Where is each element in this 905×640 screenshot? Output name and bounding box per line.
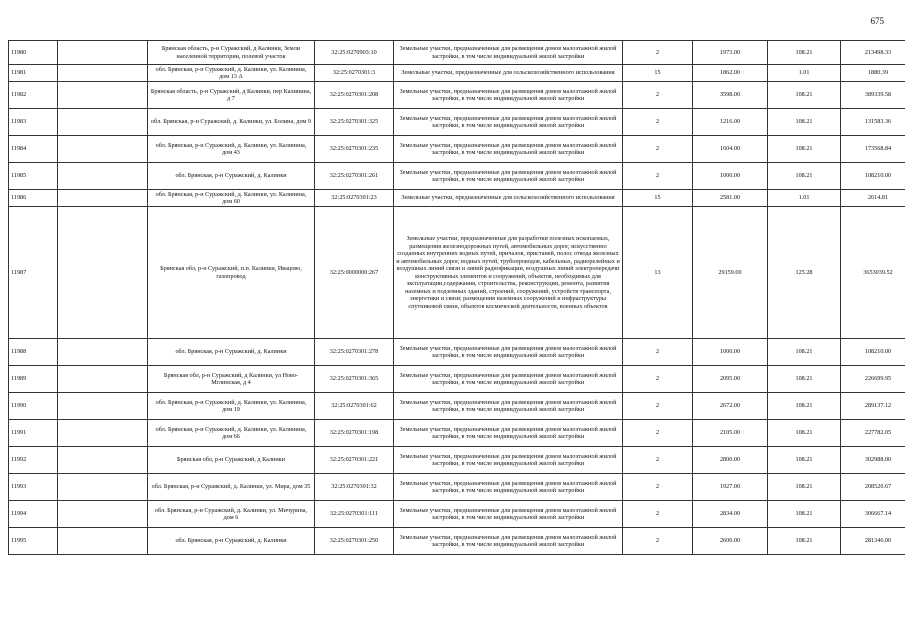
land-use-cell: Земельные участки, предназначенные для размещения домов малоэтажной жилой застройки, в том числе индивидуальной жилой застройки — [394, 393, 623, 420]
area-cell: 2672.00 — [693, 393, 768, 420]
cadastral-value-cell: 3653039.52 — [841, 207, 905, 339]
row-number: 11980 — [9, 41, 58, 65]
cadastral-value-cell: 108210.00 — [841, 163, 905, 190]
area-cell: 2581.00 — [693, 190, 768, 207]
row-number: 11986 — [9, 190, 58, 207]
gap-cell — [58, 528, 148, 555]
cadastral-value-cell: 208520.67 — [841, 474, 905, 501]
cadastral-value-cell: 302988.00 — [841, 447, 905, 474]
group-cell: 2 — [623, 41, 693, 65]
rate-cell: 108.21 — [768, 41, 841, 65]
group-cell: 2 — [623, 339, 693, 366]
table-row — [9, 190, 905, 207]
area-cell: 1973.00 — [693, 41, 768, 65]
row-number: 11987 — [9, 207, 58, 339]
gap-cell — [58, 447, 148, 474]
rate-cell: 108.21 — [768, 366, 841, 393]
land-use-cell: Земельные участки, предназначенные для размещения домов малоэтажной жилой застройки, в том числе индивидуальной жилой застройки — [394, 82, 623, 109]
area-cell: 1927.00 — [693, 474, 768, 501]
address-cell: Брянская обл, р-н Суражский, д Калинки — [148, 447, 315, 474]
rate-cell: 108.21 — [768, 136, 841, 163]
row-number: 11993 — [9, 474, 58, 501]
land-use-cell: Земельные участки, предназначенные для размещения домов малоэтажной жилой застройки, в том числе индивидуальной жилой застройки — [394, 339, 623, 366]
address-cell: Брянская область, р-н Суражский, д Калинки, Земли населенной территории, полевой участок — [148, 41, 315, 65]
address-cell: обл. Брянская, р-н Суражский, д. Калинки — [148, 528, 315, 555]
gap-cell — [58, 109, 148, 136]
land-use-cell: Земельные участки, предназначенные для сельскохозяйственного использования — [394, 190, 623, 207]
cadastral-value-cell: 226699.95 — [841, 366, 905, 393]
land-use-cell: Земельные участки, предназначенные для размещения домов малоэтажной жилой застройки, в том числе индивидуальной жилой застройки — [394, 136, 623, 163]
row-number: 11984 — [9, 136, 58, 163]
group-cell: 2 — [623, 136, 693, 163]
address-cell: обл. Брянская, р-н Суражский, д. Калинки, ул. Болина, дом 9 — [148, 109, 315, 136]
row-number: 11985 — [9, 163, 58, 190]
area-cell: 2600.00 — [693, 528, 768, 555]
cadastral-number-cell: 32:25:0270301:278 — [315, 339, 394, 366]
rate-cell: 108.21 — [768, 447, 841, 474]
cadastral-number-cell: 32:25:0270301:221 — [315, 447, 394, 474]
rate-cell: 108.21 — [768, 420, 841, 447]
gap-cell — [58, 163, 148, 190]
cadastral-number-cell: 32:25:0270301:32 — [315, 474, 394, 501]
area-cell: 1000.00 — [693, 339, 768, 366]
row-number: 11988 — [9, 339, 58, 366]
group-cell: 2 — [623, 447, 693, 474]
land-registry-table — [8, 40, 905, 555]
cadastral-value-cell: 1880.39 — [841, 65, 905, 82]
gap-cell — [58, 190, 148, 207]
cadastral-value-cell: 173568.84 — [841, 136, 905, 163]
address-cell: обл. Брянская, р-н Суражский, д. Калинки, ул. Калинина, дом 13 А — [148, 65, 315, 82]
address-cell: Брянская обл, р-н Суражский, п.п. Калинки, Ивацово, газопровод — [148, 207, 315, 339]
cadastral-number-cell: 32:25:0270301:62 — [315, 393, 394, 420]
cadastral-value-cell: 289137.12 — [841, 393, 905, 420]
rate-cell: 108.21 — [768, 528, 841, 555]
land-use-cell: Земельные участки, предназначенные для сельскохозяйственного использования — [394, 65, 623, 82]
table-row — [9, 366, 905, 393]
cadastral-number-cell: 32:25:0270301:208 — [315, 82, 394, 109]
row-number: 11983 — [9, 109, 58, 136]
cadastral-number-cell: 32:25:0270301:235 — [315, 136, 394, 163]
area-cell: 2834.00 — [693, 501, 768, 528]
land-use-cell: Земельные участки, предназначенные для размещения домов малоэтажной жилой застройки, в том числе индивидуальной жилой застройки — [394, 41, 623, 65]
cadastral-number-cell: 32:25:0270301:261 — [315, 163, 394, 190]
group-cell: 2 — [623, 366, 693, 393]
rate-cell: 108.21 — [768, 474, 841, 501]
area-cell: 2800.00 — [693, 447, 768, 474]
group-cell: 15 — [623, 190, 693, 207]
address-cell: обл. Брянская, р-н Суражский, д. Калинки, ул. Калинина, дом 66 — [148, 420, 315, 447]
cadastral-value-cell: 227782.05 — [841, 420, 905, 447]
cadastral-value-cell: 306667.14 — [841, 501, 905, 528]
rate-cell: 108.21 — [768, 82, 841, 109]
row-number: 11991 — [9, 420, 58, 447]
page-number: 675 — [870, 16, 884, 26]
area-cell: 1604.00 — [693, 136, 768, 163]
address-cell: обл. Брянская, р-н Суражский, д. Калинки, ул. Калинина, дом 43 — [148, 136, 315, 163]
row-number: 11990 — [9, 393, 58, 420]
gap-cell — [58, 41, 148, 65]
cadastral-number-cell: 32:25:0000000:267 — [315, 207, 394, 339]
address-cell: обл. Брянская, р-н Суражский, д. Калинки, ул. Калинина, дом 60 — [148, 190, 315, 207]
gap-cell — [58, 207, 148, 339]
cadastral-number-cell: 32:25:0270301:325 — [315, 109, 394, 136]
area-cell: 1216.00 — [693, 109, 768, 136]
address-cell: Брянская обл, р-н Суражский, д Калинки, ул Ново-Мглинская, д 4 — [148, 366, 315, 393]
table-row — [9, 207, 905, 339]
group-cell: 2 — [623, 420, 693, 447]
rate-cell: 108.21 — [768, 163, 841, 190]
row-number: 11992 — [9, 447, 58, 474]
group-cell: 2 — [623, 109, 693, 136]
table-row — [9, 420, 905, 447]
group-cell: 2 — [623, 163, 693, 190]
table-row — [9, 163, 905, 190]
group-cell: 2 — [623, 82, 693, 109]
rate-cell: 1.01 — [768, 190, 841, 207]
land-use-cell: Земельные участки, предназначенные для размещения домов малоэтажной жилой застройки, в том числе индивидуальной жилой застройки — [394, 163, 623, 190]
row-number: 11994 — [9, 501, 58, 528]
row-number: 11981 — [9, 65, 58, 82]
table-row — [9, 393, 905, 420]
land-use-cell: Земельные участки, предназначенные для размещения домов малоэтажной жилой застройки, в том числе индивидуальной жилой застройки — [394, 366, 623, 393]
rate-cell: 108.21 — [768, 393, 841, 420]
rate-cell: 125.28 — [768, 207, 841, 339]
cadastral-value-cell: 281346.00 — [841, 528, 905, 555]
rate-cell: 108.21 — [768, 501, 841, 528]
table-row — [9, 339, 905, 366]
rate-cell: 1.01 — [768, 65, 841, 82]
land-use-cell: Земельные участки, предназначенные для разработки полезных ископаемых, размещения железнодорожных путей, автомобильных дорог, искусственно созданных внутренних водных путей, причалов, пристаней, полос отвода железных и автомобильных дорог, водных путей, трубопроводов, кабельных, радиорелейных и воздушных линий связи и линий радиофикации, воздушных линий электропередачи конструктивных элементов и сооружений, объектов, необходимых для эксплуатации,содержания, строительства, реконструкции, ремонта, развития наземных и подземных зданий, строений, сооружений, устройств транспорта, энергетики и связи; размещения наземных сооружений и инфраструктуры спутниковой связи, объектов космической деятельности, военных объектов — [394, 207, 623, 339]
area-cell: 1862.00 — [693, 65, 768, 82]
land-use-cell: Земельные участки, предназначенные для размещения домов малоэтажной жилой застройки, в том числе индивидуальной жилой застройки — [394, 447, 623, 474]
land-use-cell: Земельные участки, предназначенные для размещения домов малоэтажной жилой застройки, в том числе индивидуальной жилой застройки — [394, 420, 623, 447]
address-cell: Брянская область, р-н Суражский, д Калинки, пер Калинина, д 7 — [148, 82, 315, 109]
row-number: 11989 — [9, 366, 58, 393]
row-number: 11982 — [9, 82, 58, 109]
table-row — [9, 474, 905, 501]
table-row — [9, 109, 905, 136]
group-cell: 13 — [623, 207, 693, 339]
group-cell: 2 — [623, 474, 693, 501]
cadastral-number-cell: 32:25:0270301:365 — [315, 366, 394, 393]
area-cell: 2105.00 — [693, 420, 768, 447]
address-cell: обл. Брянская, р-н Суражский, д. Калинки, ул. Мира, дом 35 — [148, 474, 315, 501]
gap-cell — [58, 339, 148, 366]
group-cell: 15 — [623, 65, 693, 82]
gap-cell — [58, 136, 148, 163]
table-body — [9, 41, 905, 555]
rate-cell: 108.21 — [768, 109, 841, 136]
table-row — [9, 501, 905, 528]
gap-cell — [58, 366, 148, 393]
table-row — [9, 82, 905, 109]
land-use-cell: Земельные участки, предназначенные для размещения домов малоэтажной жилой застройки, в том числе индивидуальной жилой застройки — [394, 501, 623, 528]
cadastral-number-cell: 32:25:0270301:3 — [315, 65, 394, 82]
cadastral-number-cell: 32:25:0270903:10 — [315, 41, 394, 65]
table-row — [9, 136, 905, 163]
rate-cell: 108.21 — [768, 339, 841, 366]
row-number: 11995 — [9, 528, 58, 555]
gap-cell — [58, 420, 148, 447]
cadastral-value-cell: 389339.58 — [841, 82, 905, 109]
cadastral-number-cell: 32:25:0270301:23 — [315, 190, 394, 207]
cadastral-number-cell: 32:25:0270301:250 — [315, 528, 394, 555]
area-cell: 3598.00 — [693, 82, 768, 109]
land-use-cell: Земельные участки, предназначенные для размещения домов малоэтажной жилой застройки, в том числе индивидуальной жилой застройки — [394, 109, 623, 136]
group-cell: 2 — [623, 501, 693, 528]
gap-cell — [58, 474, 148, 501]
land-use-cell: Земельные участки, предназначенные для размещения домов малоэтажной жилой застройки, в том числе индивидуальной жилой застройки — [394, 528, 623, 555]
area-cell: 29159.00 — [693, 207, 768, 339]
gap-cell — [58, 501, 148, 528]
gap-cell — [58, 393, 148, 420]
cadastral-value-cell: 131583.36 — [841, 109, 905, 136]
address-cell: обл. Брянская, р-н Суражский, д. Калинки — [148, 339, 315, 366]
table-row — [9, 528, 905, 555]
cadastral-number-cell: 32:25:0270301:198 — [315, 420, 394, 447]
cadastral-value-cell: 108210.00 — [841, 339, 905, 366]
area-cell: 1000.00 — [693, 163, 768, 190]
cadastral-number-cell: 32:25:0270301:111 — [315, 501, 394, 528]
gap-cell — [58, 65, 148, 82]
table-row — [9, 65, 905, 82]
table-row — [9, 447, 905, 474]
gap-cell — [58, 82, 148, 109]
address-cell: обл. Брянская, р-н Суражский, д. Калинки, ул. Калинина, дом 19 — [148, 393, 315, 420]
address-cell: обл. Брянская, р-н Суражский, д. Калинки — [148, 163, 315, 190]
group-cell: 2 — [623, 528, 693, 555]
address-cell: обл. Брянская, р-н Суражский, д. Калинки, ул. Мичурина, дом 6 — [148, 501, 315, 528]
table-row — [9, 41, 905, 65]
group-cell: 2 — [623, 393, 693, 420]
land-use-cell: Земельные участки, предназначенные для размещения домов малоэтажной жилой застройки, в том числе индивидуальной жилой застройки — [394, 474, 623, 501]
cadastral-value-cell: 2614.81 — [841, 190, 905, 207]
area-cell: 2095.00 — [693, 366, 768, 393]
cadastral-value-cell: 213498.33 — [841, 41, 905, 65]
